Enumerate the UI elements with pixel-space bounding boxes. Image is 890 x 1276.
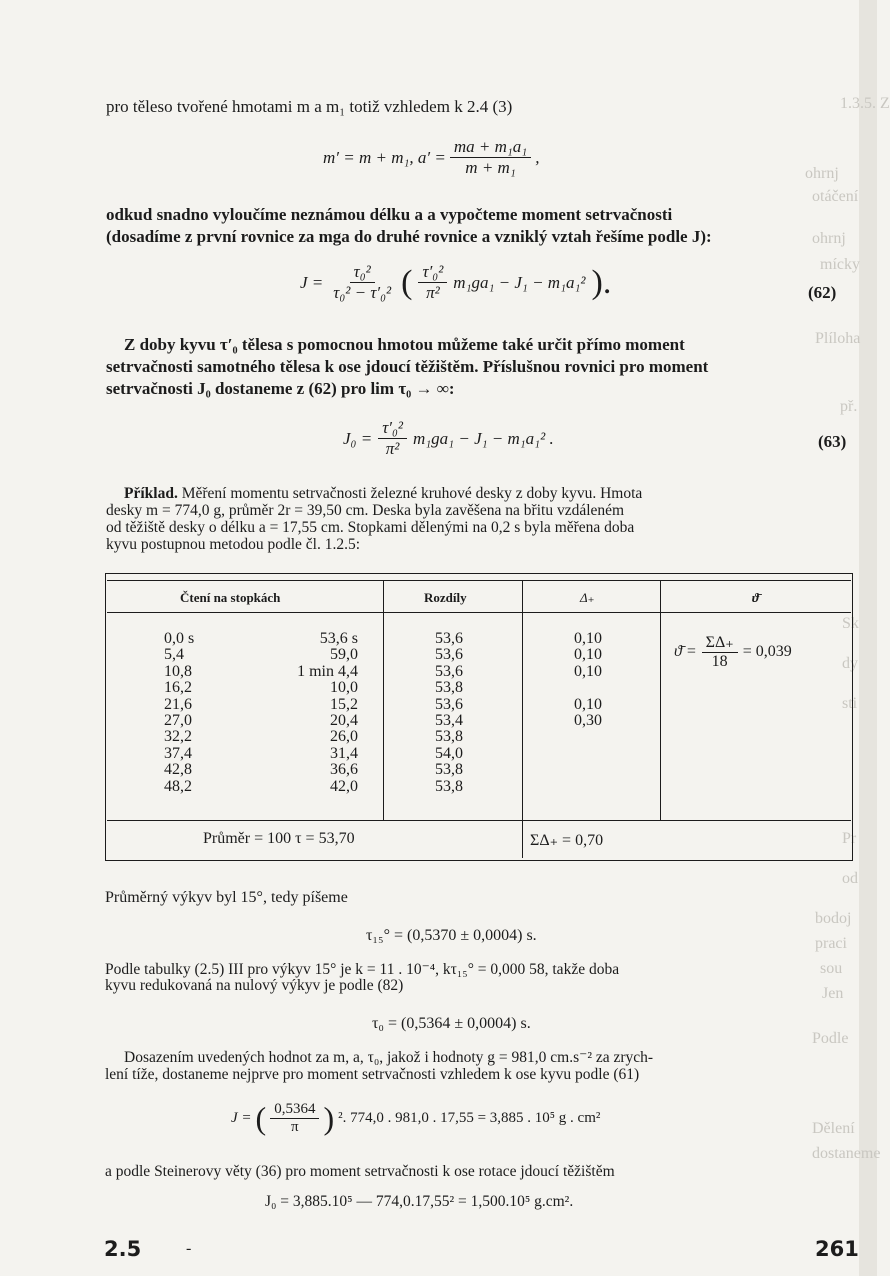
fraction-denominator: π² <box>385 439 400 458</box>
table-header: Rozdíly <box>424 590 467 605</box>
table-header-rule <box>107 612 851 613</box>
eq-part: , <box>535 147 540 167</box>
text-line: odkud snadno vyloučíme neznámou délku a a vypočteme moment setrvačnosti <box>106 205 673 224</box>
text-line: desky m = 774,0 g, průměr 2r = 39,50 cm. Deska byla zavěšena na břitu vzdáleném <box>106 502 625 519</box>
eq-part: J = <box>300 272 324 292</box>
bleed-text: dy <box>842 655 858 672</box>
fraction-numerator: ΣΔ₊ <box>702 632 738 653</box>
fraction <box>450 137 531 178</box>
text-line: (dosadíme z první rovnice za mga do druhé rovnice a vzniklý vztah řešíme podle J): <box>106 227 712 246</box>
bleed-text: Sk <box>842 615 859 632</box>
fraction <box>329 262 395 303</box>
text-line: Průměrný výkyv byl 15°, tedy píšeme <box>105 889 348 906</box>
page-number: 261 <box>815 1237 859 1261</box>
table-footer-sum: ΣΔ₊ = 0,70 <box>530 832 604 849</box>
fraction-denominator: τ₀² − τ′₀² <box>333 283 392 302</box>
text-line: Z doby kyvu τ′₀ tělesa s pomocnou hmotou můžeme také určit přímo moment <box>124 335 685 354</box>
table-header: Čtení na stopkách <box>180 590 281 605</box>
paren-close: ). <box>591 263 612 301</box>
paren-open: ( <box>255 1100 267 1136</box>
bleed-text: ohrnj <box>812 230 846 247</box>
equation-number: (62) <box>808 283 837 302</box>
eq-part: J₀ = <box>343 428 373 448</box>
table-column-rule <box>383 580 384 820</box>
text-line: kyvu redukovaná na nulový výkyv je podle (82) <box>105 977 404 994</box>
bleed-text: Pr <box>842 830 857 847</box>
table-footer-average: Průměr = 100 τ = 53,70 <box>203 830 355 847</box>
table-header: Δ₊ <box>580 590 595 605</box>
text-line: kyvu postupnou metodou podle čl. 1.2.5: <box>106 536 361 553</box>
table-header: ϑ̄ <box>752 590 759 605</box>
equation-number: (63) <box>818 432 847 451</box>
eq-part: J = <box>231 1110 252 1126</box>
fraction-numerator: ma + m₁a₁ <box>450 137 531 158</box>
table-column-rule <box>522 580 523 858</box>
example-line <box>124 485 642 503</box>
fraction-denominator: m + m₁ <box>465 158 516 177</box>
text-line: Podle tabulky (2.5) III pro výkyv 15° je k = 11 . 10⁻⁴, kτ₁₅° = 0,000 58, takže doba <box>105 961 620 978</box>
fraction <box>378 418 407 459</box>
bleed-text: 1.3.5. Z <box>840 95 890 112</box>
text-line: lení tíže, dostaneme nejprve pro moment setrvačnosti vzhledem k ose kyvu podle (61) <box>105 1066 640 1083</box>
table-column-stop: 53,6 s 59,0 1 min 4,4 10,0 15,2 20,4 26,0 31,4 36,6 42,0 <box>297 630 358 795</box>
bleed-text: Jen <box>822 985 844 1002</box>
equation-63 <box>343 418 554 459</box>
fraction-denominator: π <box>291 1119 299 1135</box>
eq-part: m′ = m + m₁, a′ = <box>323 147 446 167</box>
bleed-text: Dělení <box>812 1120 855 1137</box>
bleed-text: otáčení <box>812 188 859 205</box>
eq-part: m₁ga₁ − J₁ − m₁a₁² <box>453 272 586 292</box>
text-line: setrvačnosti samotného tělesa k ose jdoucí těžištěm. Příslušnou rovnici pro moment <box>106 357 709 376</box>
equation-tau0: τ₀ = (0,5364 ± 0,0004) s. <box>372 1015 531 1032</box>
table-footer-rule <box>107 820 851 821</box>
text-line: setrvačnosti J₀ dostaneme z (62) pro lim τ₀ → ∞: <box>106 379 455 398</box>
theta-formula <box>674 632 792 671</box>
eq-part: m₁ga₁ − J₁ − m₁a₁² . <box>413 428 554 448</box>
eq-part: = 0,039 <box>742 642 792 660</box>
example-text: Měření momentu setrvačnosti železné kruhové desky z doby kyvu. Hmota <box>181 485 643 502</box>
bleed-text: mícky <box>820 256 860 273</box>
fraction <box>270 1101 319 1136</box>
text-line: Dosazením uvedených hodnot za m, a, τ₀, jakož i hodnoty g = 981,0 cm.s⁻² za zrych- <box>124 1049 654 1066</box>
bleed-text: od <box>842 870 858 887</box>
bleed-text: praci <box>815 935 847 952</box>
table-column-differences: 53,6 53,6 53,6 53,8 53,6 53,4 53,8 54,0 53,8 53,8 <box>435 630 463 795</box>
page-edge-shadow <box>859 0 877 1276</box>
table-inner-rule <box>107 580 851 581</box>
table-column-delta: 0,10 0,10 0,10 0,10 0,30 <box>574 630 602 730</box>
bleed-text: Plíloha <box>815 330 861 347</box>
equation-tau15: τ₁₅° = (0,5370 ± 0,0004) s. <box>366 927 537 944</box>
bleed-text: sou <box>820 960 843 977</box>
paren-close: ) <box>323 1100 335 1136</box>
eq-part: ². 774,0 . 981,0 . 17,55 = 3,885 . 10⁵ g . cm² <box>338 1110 601 1126</box>
fraction-numerator: τ′₀² <box>378 418 407 439</box>
equation-J0: J₀ = 3,885.10⁵ — 774,0.17,55² = 1,500.10⁵ g.cm². <box>265 1193 574 1210</box>
fraction-numerator: 0,5364 <box>270 1101 319 1119</box>
fraction-denominator: π² <box>426 283 440 302</box>
text-line: pro těleso tvořené hmotami m a m₁ totiž vzhledem k 2.4 (3) <box>106 97 513 116</box>
footer-dash: - <box>186 1240 192 1257</box>
eq-part: ϑ̄ = <box>674 642 697 660</box>
equation-m-prime <box>323 137 539 178</box>
fraction <box>702 632 738 671</box>
fraction-denominator: 18 <box>711 653 728 670</box>
text-line: a podle Steinerovy věty (36) pro moment setrvačnosti k ose rotace jdoucí těžištěm <box>105 1163 615 1180</box>
bleed-text: sti <box>842 695 858 712</box>
fraction <box>418 262 447 303</box>
example-label: Příklad. <box>124 485 178 502</box>
equation-62 <box>300 262 611 303</box>
bleed-text: dostaneme <box>812 1145 881 1162</box>
bleed-text: bodoj <box>815 910 852 927</box>
equation-J <box>231 1100 600 1137</box>
paren-open: ( <box>401 263 413 301</box>
table-column-start: 0,0 s 5,4 10,8 16,2 21,6 27,0 32,2 37,4 42,8 48,2 <box>164 630 195 795</box>
table-column-rule <box>660 580 661 820</box>
fraction-numerator: τ₀² <box>350 262 375 283</box>
section-number: 2.5 <box>104 1237 142 1261</box>
text-line: od těžiště desky o délku a = 17,55 cm. Stopkami dělenými na 0,2 s byla měřena doba <box>106 519 635 536</box>
fraction-numerator: τ′₀² <box>418 262 447 283</box>
bleed-text: Podle <box>812 1030 849 1047</box>
bleed-text: př. <box>840 398 858 415</box>
bleed-text: ohrnj <box>805 165 839 182</box>
